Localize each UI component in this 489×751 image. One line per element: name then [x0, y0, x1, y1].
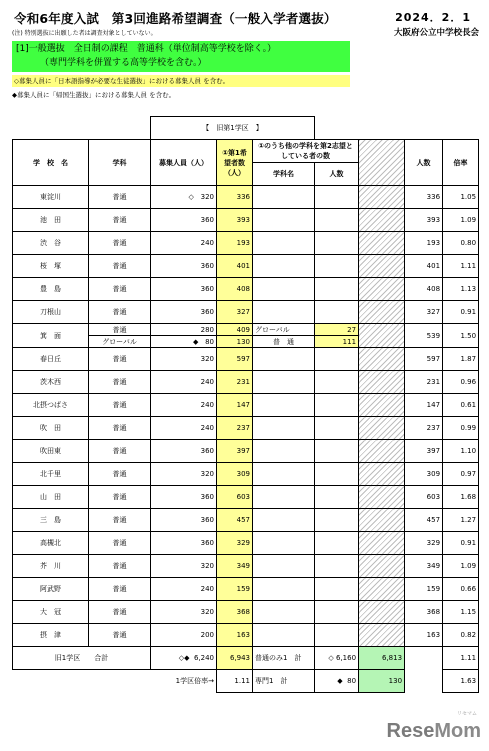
school-name: 吹田東 — [13, 440, 89, 463]
course: 普通 — [89, 209, 151, 232]
ratio: 1.13 — [443, 278, 479, 301]
hatch-cell — [359, 394, 405, 417]
other-count — [315, 555, 359, 578]
first-choice: 603 — [217, 486, 253, 509]
col-other-count: 人数 — [315, 163, 359, 186]
other-course — [253, 601, 315, 624]
other-count — [315, 509, 359, 532]
school-name: 山 田 — [13, 486, 89, 509]
summary-mark: ◇◆ — [178, 654, 190, 662]
school-name: 大 冠 — [13, 601, 89, 624]
course: グローバル — [89, 336, 151, 348]
quota: 280 — [151, 324, 217, 336]
total: 147 — [405, 394, 443, 417]
hatch-cell — [359, 578, 405, 601]
other-course — [253, 532, 315, 555]
issuer: 大阪府公立中学校長会 — [393, 28, 479, 38]
course: 普通 — [89, 440, 151, 463]
table-row — [13, 394, 479, 417]
quota — [151, 555, 217, 578]
total: 393 — [405, 209, 443, 232]
other-count — [315, 301, 359, 324]
quota — [151, 209, 217, 232]
ratio: 0.91 — [443, 301, 479, 324]
first-choice: 327 — [217, 301, 253, 324]
school-name: 東淀川 — [13, 186, 89, 209]
ratio: 1.68 — [443, 486, 479, 509]
table-row — [13, 440, 479, 463]
first-choice: 309 — [217, 463, 253, 486]
hatch-cell — [359, 440, 405, 463]
quota — [151, 532, 217, 555]
quota-value: 360 — [200, 216, 214, 224]
quota — [151, 348, 217, 371]
quota-value: 240 — [200, 401, 214, 409]
school-name: 豊 島 — [13, 278, 89, 301]
other-course — [253, 209, 315, 232]
ratio: 0.80 — [443, 232, 479, 255]
note: (注) 特別選抜に出願した者は調査対象としていない。 — [12, 30, 157, 37]
ratio: 1.15 — [443, 601, 479, 624]
ratio: 0.61 — [443, 394, 479, 417]
other-count — [315, 278, 359, 301]
course: 普通 — [89, 278, 151, 301]
senmon-first: 130 — [359, 670, 405, 693]
first-choice: 457 — [217, 509, 253, 532]
table-row — [13, 578, 479, 601]
col-other-course: 学科名 — [253, 163, 315, 186]
survey-table — [12, 116, 479, 693]
quota — [151, 301, 217, 324]
other-course — [253, 394, 315, 417]
other-course — [253, 555, 315, 578]
school-name: 渋 谷 — [13, 232, 89, 255]
senmon-label: 専門1 計 — [253, 670, 315, 693]
other-course — [253, 578, 315, 601]
col-ratio: 倍率 — [443, 140, 479, 186]
hatch-cell — [359, 601, 405, 624]
quota — [151, 440, 217, 463]
ratio: 0.82 — [443, 624, 479, 647]
school-name: 吹 田 — [13, 417, 89, 440]
other-count — [315, 486, 359, 509]
quota-note-returnee: ◆募集人員に「帰国生選抜」における募集人員 を含む。 — [12, 91, 176, 99]
other-count: 27 — [315, 324, 359, 336]
other-count: 111 — [315, 336, 359, 348]
quota — [151, 336, 217, 348]
school-name: 茨木西 — [13, 371, 89, 394]
quota-value: 240 — [200, 378, 214, 386]
quota — [151, 371, 217, 394]
total: 597 — [405, 348, 443, 371]
hatch-cell — [359, 209, 405, 232]
other-count — [315, 440, 359, 463]
hatch-cell — [359, 255, 405, 278]
quota-value: 360 — [200, 516, 214, 524]
first-choice: 349 — [217, 555, 253, 578]
hatch-cell — [359, 371, 405, 394]
school-name: 北摂つばさ — [13, 394, 89, 417]
first-choice: 409 — [217, 324, 253, 336]
total: 368 — [405, 601, 443, 624]
total: 401 — [405, 255, 443, 278]
quota-value: 360 — [200, 539, 214, 547]
summary-label: 旧1学区 合計 — [13, 647, 151, 670]
futsu-quota — [315, 647, 359, 670]
school-name: 刀根山 — [13, 301, 89, 324]
other-course — [253, 371, 315, 394]
quota-value: 360 — [200, 308, 214, 316]
district-ratio: 1.11 — [217, 670, 253, 693]
table-row — [13, 509, 479, 532]
hatch-cell — [359, 486, 405, 509]
other-count — [315, 532, 359, 555]
hatch-cell — [359, 278, 405, 301]
first-choice: 130 — [217, 336, 253, 348]
school-name: 三 島 — [13, 509, 89, 532]
futsu-first: 6,813 — [359, 647, 405, 670]
ratio: 1.50 — [443, 324, 479, 348]
ratio: 0.91 — [443, 532, 479, 555]
hatch-cell — [359, 301, 405, 324]
logo-subtitle: リセマム — [457, 711, 477, 717]
district-ratio-label: 1学区倍率→ — [175, 677, 214, 686]
total: 327 — [405, 301, 443, 324]
quota-value: 320 — [200, 562, 214, 570]
quota — [151, 417, 217, 440]
resemom-logo — [387, 720, 481, 743]
other-course: 普 通 — [253, 336, 315, 348]
quota-value: 360 — [200, 493, 214, 501]
ratio: 0.99 — [443, 417, 479, 440]
other-course — [253, 186, 315, 209]
other-count — [315, 601, 359, 624]
ratio: 1.09 — [443, 209, 479, 232]
course: 普通 — [89, 186, 151, 209]
total: 159 — [405, 578, 443, 601]
quota-value: 360 — [200, 447, 214, 455]
quota-note-japanese: ◇募集人員に「日本語指導が必要な生徒選抜」における募集人員 を含む。 — [12, 75, 350, 87]
course: 普通 — [89, 532, 151, 555]
hatch-cell — [359, 532, 405, 555]
other-count — [315, 186, 359, 209]
other-course — [253, 255, 315, 278]
total: 408 — [405, 278, 443, 301]
col-first-choice: ①第1希望者数（人） — [217, 140, 253, 186]
course: 普通 — [89, 371, 151, 394]
total: 329 — [405, 532, 443, 555]
page-title: 令和6年度入試 第3回進路希望調査（一般入学者選抜） — [14, 11, 337, 26]
first-choice: 408 — [217, 278, 253, 301]
quota-value: 200 — [200, 631, 214, 639]
summary-first: 6,943 — [217, 647, 253, 670]
col-quota: 募集人員（人） — [151, 140, 217, 186]
quota — [151, 486, 217, 509]
other-count — [315, 348, 359, 371]
other-course — [253, 232, 315, 255]
quota — [151, 278, 217, 301]
senmon-quota — [315, 670, 359, 693]
table-row — [13, 301, 479, 324]
first-choice: 393 — [217, 209, 253, 232]
table-row — [13, 555, 479, 578]
quota-value: 80 — [205, 337, 214, 346]
col-course: 学科 — [89, 140, 151, 186]
total: 457 — [405, 509, 443, 532]
course: 普通 — [89, 578, 151, 601]
quota — [151, 463, 217, 486]
table-row — [13, 186, 479, 209]
col-hatch — [359, 140, 405, 186]
table-row — [13, 601, 479, 624]
table-row — [13, 624, 479, 647]
hatch-cell — [359, 186, 405, 209]
first-choice: 237 — [217, 417, 253, 440]
table-row — [13, 348, 479, 371]
table-row — [13, 255, 479, 278]
course: 普通 — [89, 601, 151, 624]
other-count — [315, 255, 359, 278]
course: 普通 — [89, 486, 151, 509]
hatch-cell — [359, 348, 405, 371]
other-count — [315, 463, 359, 486]
hatch-cell — [359, 624, 405, 647]
total: 336 — [405, 186, 443, 209]
course: 普通 — [89, 509, 151, 532]
ratio: 1.05 — [443, 186, 479, 209]
first-choice: 336 — [217, 186, 253, 209]
other-count — [315, 394, 359, 417]
other-course: グローバル — [253, 324, 315, 336]
table-row — [13, 209, 479, 232]
quota-value: 320 — [200, 193, 214, 201]
senmon-ratio: 1.63 — [443, 670, 479, 693]
ratio: 0.66 — [443, 578, 479, 601]
table-row — [13, 371, 479, 394]
quota — [151, 186, 217, 209]
ratio: 0.97 — [443, 463, 479, 486]
region-label: 【 旧第1学区 】 — [151, 117, 315, 140]
futsu-quota-value: 6,160 — [335, 654, 357, 662]
school-name: 箕 面 — [13, 324, 89, 348]
course: 普通 — [89, 324, 151, 336]
other-count — [315, 417, 359, 440]
quota-value: 240 — [200, 424, 214, 432]
quota — [151, 509, 217, 532]
total: 349 — [405, 555, 443, 578]
course: 普通 — [89, 394, 151, 417]
total: 231 — [405, 371, 443, 394]
quota-value: 320 — [200, 355, 214, 363]
ratio: 1.10 — [443, 440, 479, 463]
school-name: 池 田 — [13, 209, 89, 232]
school-name: 北千里 — [13, 463, 89, 486]
returnee-mark: ◆ — [193, 337, 199, 346]
quota — [151, 232, 217, 255]
first-choice: 368 — [217, 601, 253, 624]
course: 普通 — [89, 348, 151, 371]
col-school: 学 校 名 — [13, 140, 89, 186]
table-row — [13, 486, 479, 509]
category-line-2: （専門学科を併置する高等学校を含む。） — [40, 58, 207, 68]
hatch-cell — [359, 509, 405, 532]
category-box — [12, 41, 350, 72]
quota — [151, 255, 217, 278]
col-other: ①のうち他の学科を第2志望としている者の数 — [253, 140, 359, 163]
quota — [151, 624, 217, 647]
first-choice: 597 — [217, 348, 253, 371]
other-count — [315, 624, 359, 647]
quota — [151, 394, 217, 417]
other-course — [253, 509, 315, 532]
summary-quota — [151, 647, 217, 670]
total: 309 — [405, 463, 443, 486]
course: 普通 — [89, 301, 151, 324]
first-choice: 163 — [217, 624, 253, 647]
quota-value: 320 — [200, 470, 214, 478]
other-count — [315, 209, 359, 232]
ratio: 1.27 — [443, 509, 479, 532]
futsu-label: 普通のみ1 計 — [253, 647, 315, 670]
total: 193 — [405, 232, 443, 255]
other-count — [315, 371, 359, 394]
total: 237 — [405, 417, 443, 440]
first-choice: 231 — [217, 371, 253, 394]
quota-value: 240 — [200, 239, 214, 247]
other-course — [253, 440, 315, 463]
futsu-ratio: 1.11 — [443, 647, 479, 670]
logo-text-1: Rese — [386, 720, 435, 742]
first-choice: 397 — [217, 440, 253, 463]
table-row — [13, 463, 479, 486]
total: 397 — [405, 440, 443, 463]
quota-value: 320 — [200, 608, 214, 616]
course: 普通 — [89, 555, 151, 578]
japanese-support-mark: ◇ — [188, 193, 194, 201]
quota-value: 360 — [200, 285, 214, 293]
other-course — [253, 417, 315, 440]
quota-value: 360 — [200, 262, 214, 270]
logo-text-2: Mom — [434, 720, 481, 742]
ratio: 0.96 — [443, 371, 479, 394]
date: 2024．2．1 — [395, 11, 471, 24]
course: 普通 — [89, 417, 151, 440]
total: 539 — [405, 324, 443, 348]
table-row — [13, 417, 479, 440]
other-course — [253, 348, 315, 371]
category-line-1: [1]一般選抜 全日制の課程 普通科（単位制高等学校を除く。） — [16, 44, 277, 54]
ratio: 1.87 — [443, 348, 479, 371]
ratio: 1.11 — [443, 255, 479, 278]
school-name: 阿武野 — [13, 578, 89, 601]
course: 普通 — [89, 232, 151, 255]
course: 普通 — [89, 624, 151, 647]
school-name: 摂 津 — [13, 624, 89, 647]
table-row — [13, 532, 479, 555]
hatch-cell — [359, 555, 405, 578]
summary-quota-value: 6,240 — [193, 654, 214, 662]
course: 普通 — [89, 255, 151, 278]
senmon-quota-value: 80 — [347, 677, 357, 685]
other-course — [253, 278, 315, 301]
first-choice: 329 — [217, 532, 253, 555]
school-name: 桜 塚 — [13, 255, 89, 278]
school-name: 高槻北 — [13, 532, 89, 555]
first-choice: 159 — [217, 578, 253, 601]
hatch-cell — [359, 232, 405, 255]
other-count — [315, 578, 359, 601]
other-course — [253, 624, 315, 647]
futsu-mark: ◇ — [328, 654, 334, 662]
other-course — [253, 463, 315, 486]
school-name: 春日丘 — [13, 348, 89, 371]
other-course — [253, 486, 315, 509]
first-choice: 193 — [217, 232, 253, 255]
course: 普通 — [89, 463, 151, 486]
quota — [151, 578, 217, 601]
first-choice: 147 — [217, 394, 253, 417]
hatch-cell — [359, 463, 405, 486]
school-name: 芥 川 — [13, 555, 89, 578]
other-count — [315, 232, 359, 255]
quota — [151, 601, 217, 624]
col-total: 人数 — [405, 140, 443, 186]
quota-value: 240 — [200, 585, 214, 593]
hatch-cell — [359, 417, 405, 440]
other-course — [253, 301, 315, 324]
first-choice: 401 — [217, 255, 253, 278]
table-row — [13, 232, 479, 255]
senmon-mark: ◆ — [337, 677, 343, 685]
total: 163 — [405, 624, 443, 647]
table-row — [13, 278, 479, 301]
ratio: 1.09 — [443, 555, 479, 578]
total: 603 — [405, 486, 443, 509]
